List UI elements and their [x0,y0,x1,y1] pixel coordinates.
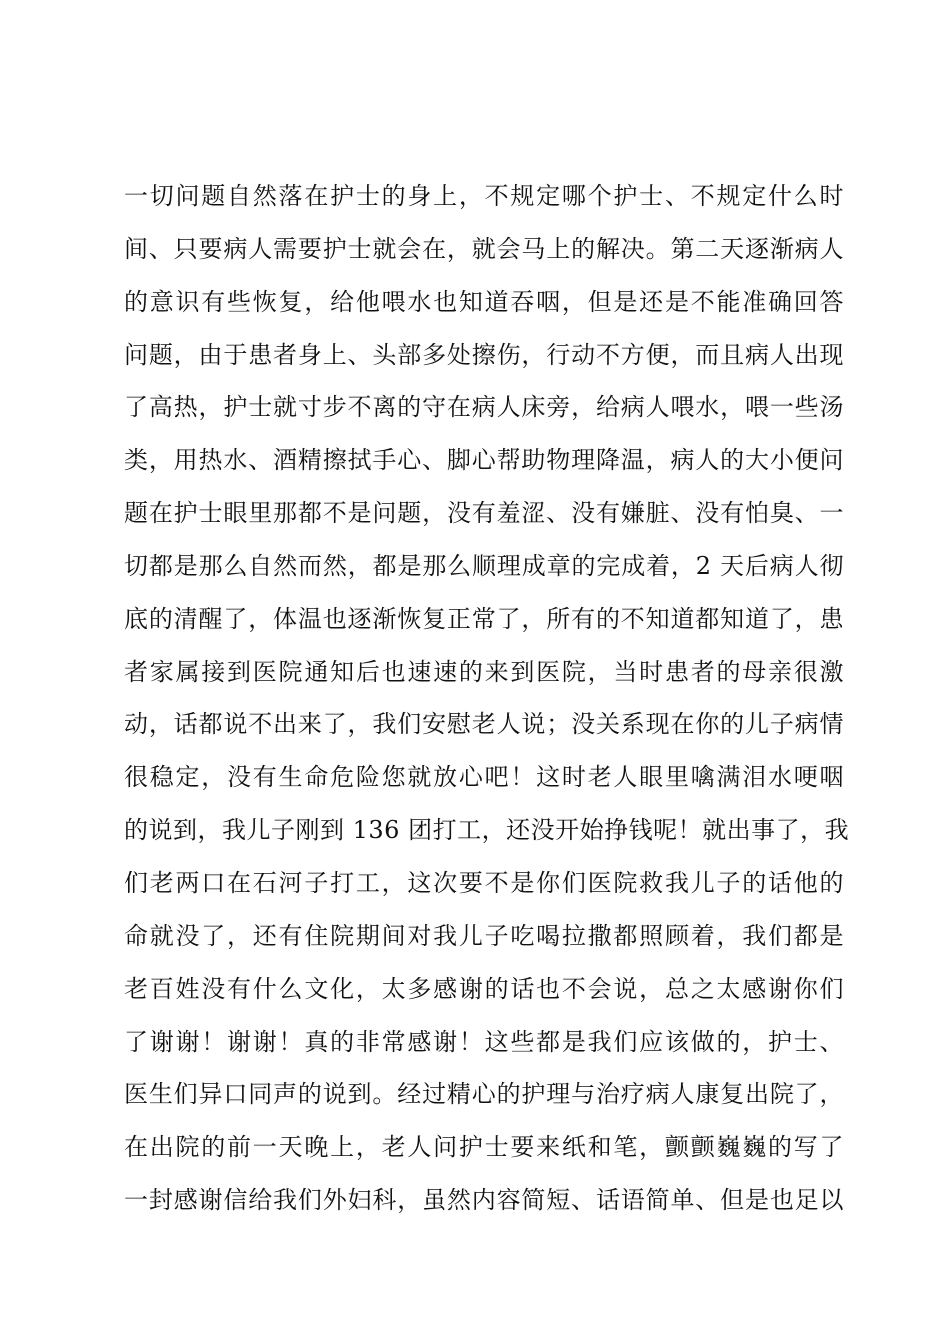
text-line: 命就没了，还有住院期间对我儿子吃喝拉撒都照顾着，我们都是 [124,921,844,950]
body-text [124,182,850,1239]
text-line: 一封感谢信给我们外妇科，虽然内容简短、话语简单、但是也足以 [124,1186,844,1215]
text-line: 的说到，我儿子刚到 136 团打工，还没开始挣钱呢！就出事了，我 [124,816,850,845]
text-line: 底的清醒了，体温也逐渐恢复正常了，所有的不知道都知道了，患 [124,604,844,633]
text-line: 很稳定，没有生命危险您就放心吧！这时老人眼里噙满泪水哽咽 [124,763,844,792]
text-line: 的意识有些恢复，给他喂水也知道吞咽，但是还是不能准确回答 [124,287,844,316]
text-line: 切都是那么自然而然，都是那么顺理成章的完成着，2 天后病人彻 [124,551,844,580]
text-line: 老百姓没有什么文化，太多感谢的话也不会说，总之太感谢你们 [124,974,844,1003]
text-line: 了高热，护士就寸步不离的守在病人床旁，给病人喂水，喂一些汤 [124,393,844,422]
text-line: 一切问题自然落在护士的身上，不规定哪个护士、不规定什么时 [124,182,844,210]
text-line: 了谢谢！谢谢！真的非常感谢！这些都是我们应该做的，护士、 [124,1027,844,1056]
text-line: 医生们异口同声的说到。经过精心的护理与治疗病人康复出院了， [124,1080,844,1109]
text-line: 题在护士眼里那都不是问题，没有羞涩、没有嫌脏、没有怕臭、一 [124,499,844,528]
text-line: 间、只要病人需要护士就会在，就会马上的解决。第二天逐渐病人 [124,234,844,263]
text-line: 们老两口在石河子打工，这次要不是你们医院救我儿子的话他的 [124,868,844,897]
text-line: 动，话都说不出来了，我们安慰老人说；没关系现在你的儿子病情 [124,710,844,739]
text-line: 类，用热水、酒精擦拭手心、脚心帮助物理降温，病人的大小便问 [124,446,844,475]
text-line: 在出院的前一天晚上，老人问护士要来纸和笔，颤颤巍巍的写了 [124,1133,844,1162]
text-line: 者家属接到医院通知后也速速的来到医院，当时患者的母亲很激 [124,657,844,686]
text-line: 问题，由于患者身上、头部多处擦伤，行动不方便，而且病人出现 [124,340,844,369]
